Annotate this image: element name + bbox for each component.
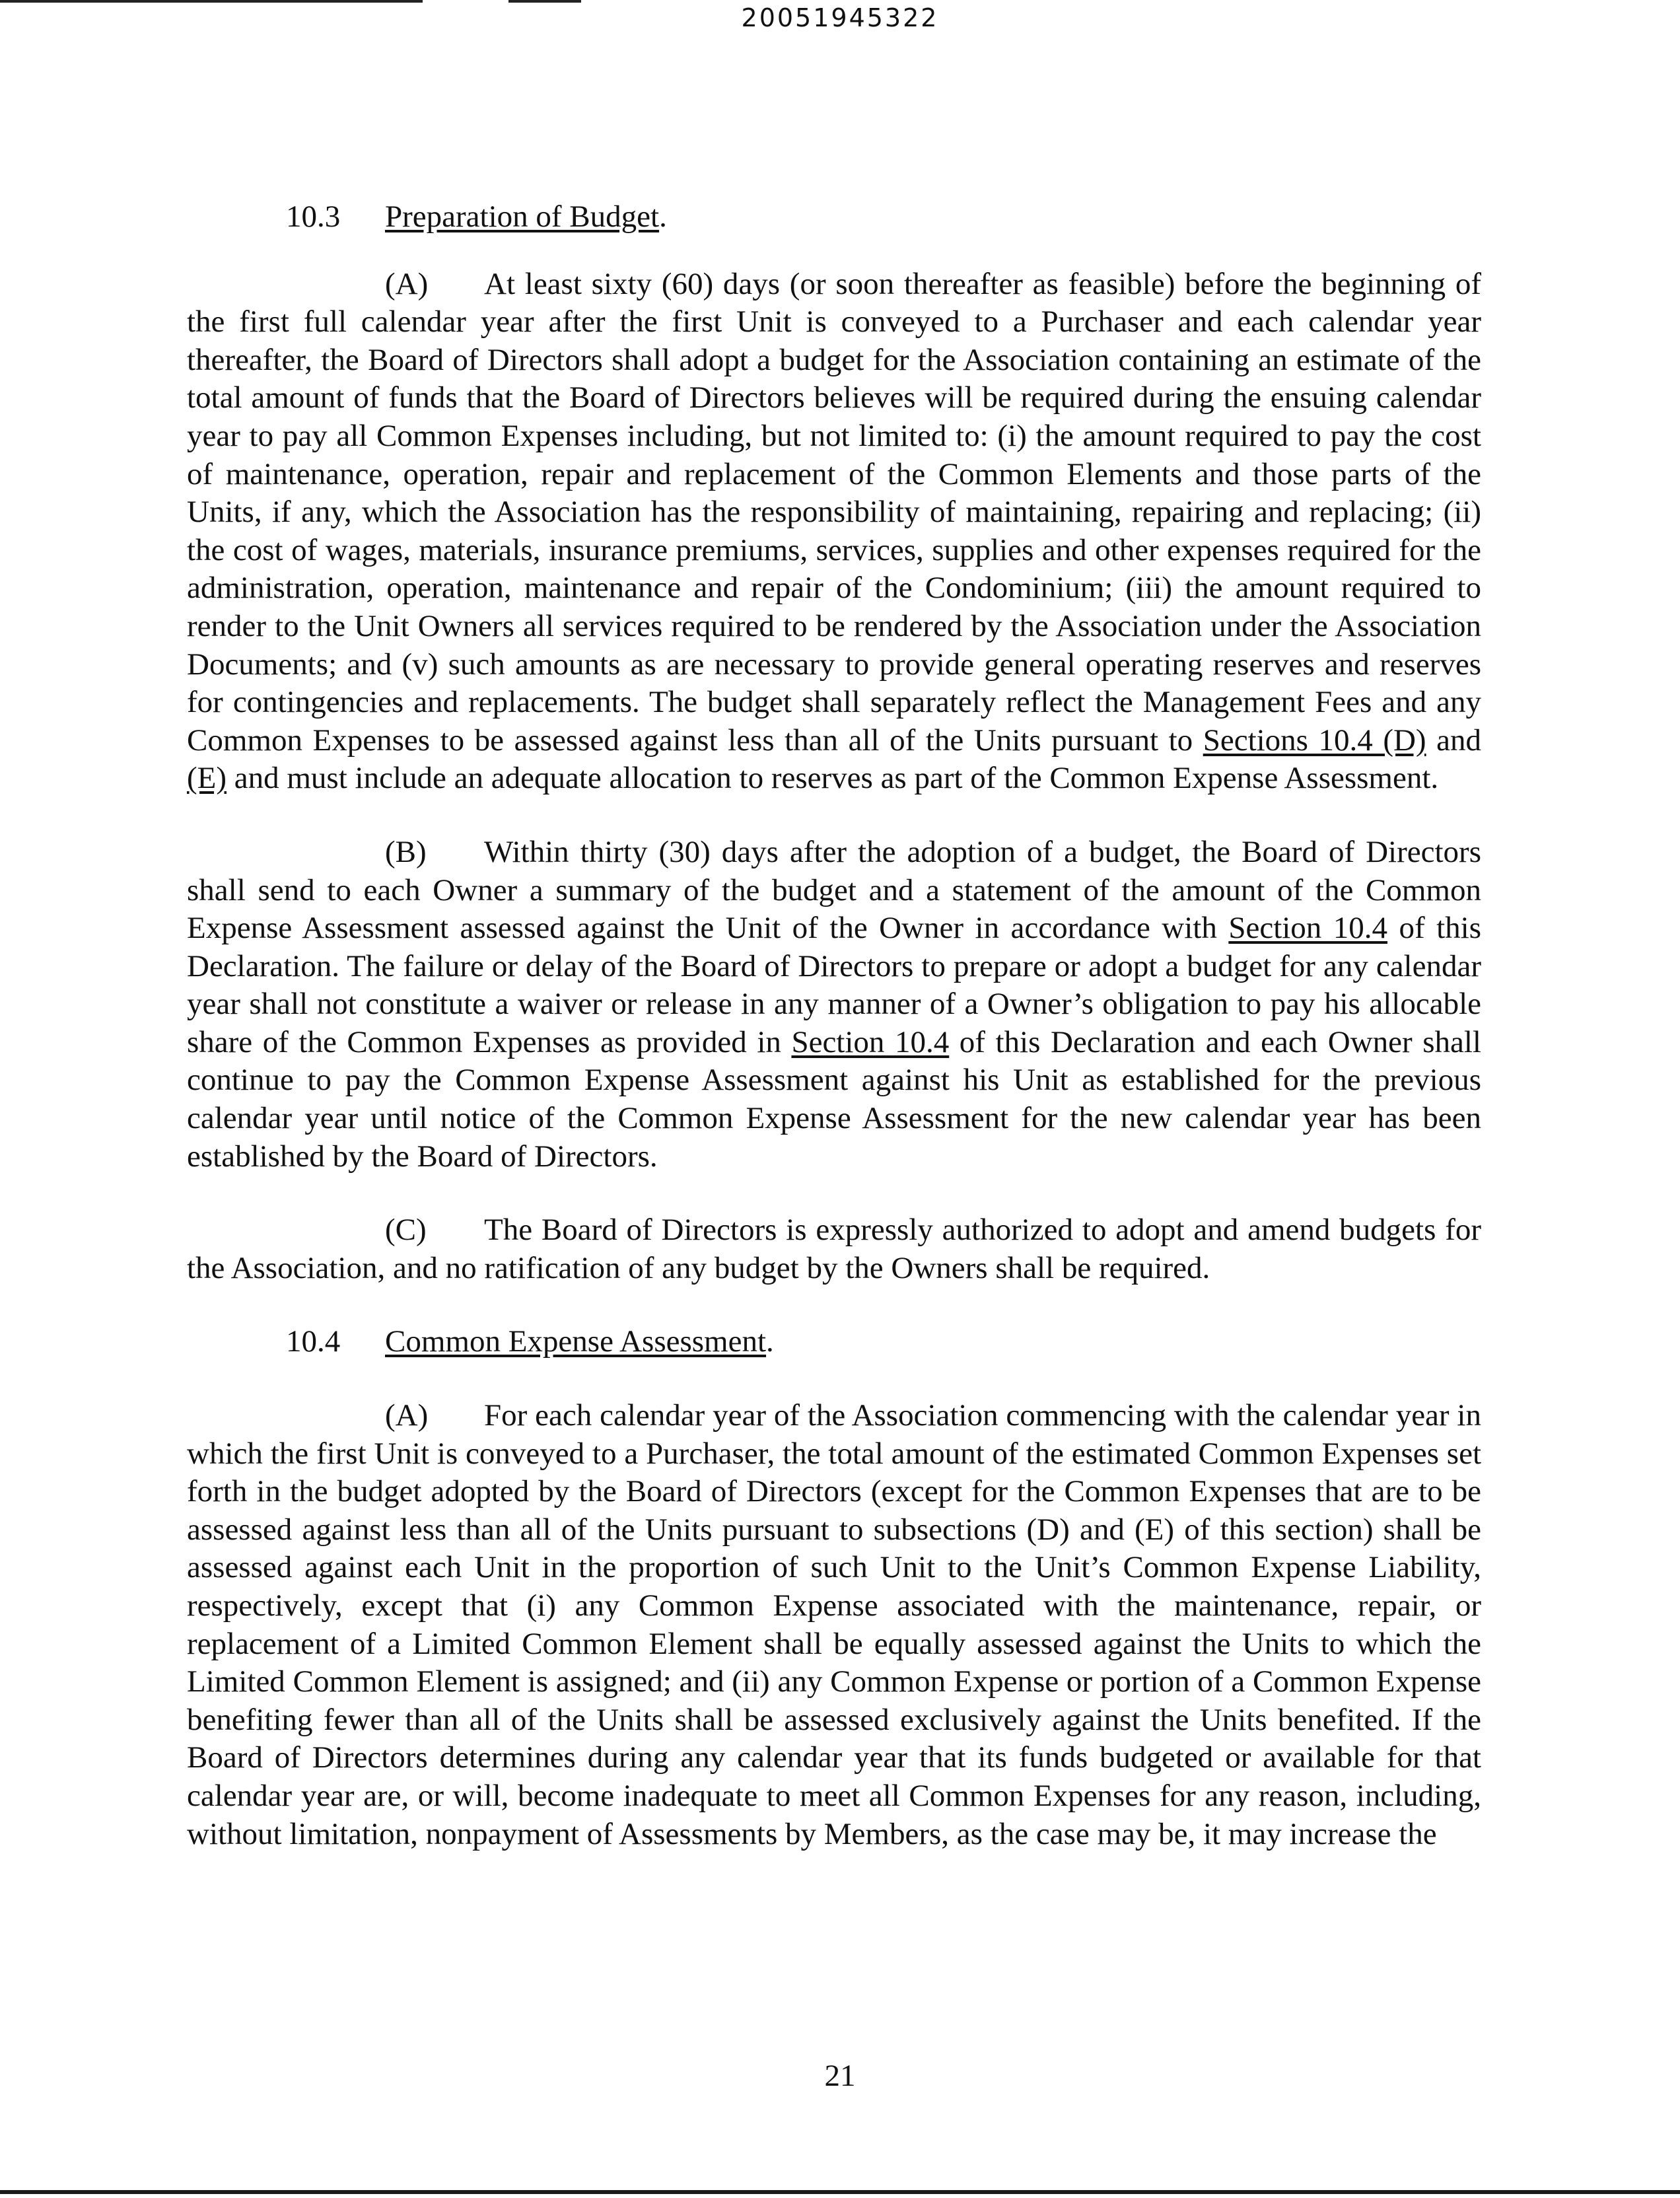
paragraph-text: and must include an adequate allocation to reserves as part of the Common Expense Assessment.: [227, 761, 1439, 796]
paragraph-text: The Board of Directors is expressly authorized to adopt and amend budgets for the Association, and no ratification of any budget by the Owners shall be required.: [187, 1213, 1481, 1285]
paragraph-text: of this Declaration. The failure or delay of the Board of Directors to prepare or adopt a budget for any calendar year shall not constitute a waiver or release in any manner of a Owner’s obligation to pay his allocable share of the Common Expenses as provided in: [187, 911, 1481, 1059]
paragraph-10-3-b: [187, 833, 1481, 1176]
paragraph-10-3-c: [187, 1211, 1481, 1287]
paragraph-10-4-a: [187, 1397, 1481, 1853]
section-title-period: .: [659, 199, 667, 234]
cross-reference: Section 10.4: [1228, 911, 1388, 946]
paragraph-10-3-a: [187, 266, 1481, 798]
cross-reference: (E): [187, 761, 227, 796]
cross-reference: Section 10.4: [791, 1024, 950, 1059]
paragraph-text: For each calendar year of the Association commencing with the calendar year in which the first Unit is conveyed to a Purchaser, the total amount of the estimated Common Expenses set forth in the budget adopted by the Board of Directors (except for the Common Expenses that are to be assessed against less than all of the Units pursuant to subsections (D) and (E) of this section) shall be assessed against each Unit in the proportion of such Unit to the Unit’s Common Expense Liability, respectively, except that (i) any Common Expense associated with the maintenance, repair, or replacement of a Limited Common Element shall be equally assessed against the Units to which the Limited Common Element is assigned; and (ii) any Common Expense or portion of a Common Expense benefiting fewer than all of the Units shall be assessed exclusively against the Units benefited. If the Board of Directors determines during any calendar year that its funds budgeted or available for that calendar year are, or will, become inadequate to meet all Common Expenses for any reason, including, without limitation, nonpayment of Assessments by Members, as the case may be, it may increase the: [187, 1398, 1481, 1851]
document-id: 20051945322: [741, 3, 939, 32]
paragraph-text: and: [1426, 723, 1481, 758]
paragraph-text: At least sixty (60) days (or soon thereafter as feasible) before the beginning of the first full calendar year after the first Unit is conveyed to a Purchaser and each calendar year thereafter, the Board of Directors shall adopt a budget for the Association containing an estimate of the total amount of funds that the Board of Directors believes will be required during the ensuing calendar year to pay all Common Expenses including, but not limited to: (i) the amount required to pay the cost of maintenance, operation, repair and replacement of the Common Elements and those parts of the Units, if any, which the Association has the responsibility of maintaining, repairing and replacing; (ii) the cost of wages, materials, insurance premiums, services, supplies and other expenses required for the administration, operation, maintenance and repair of the Condominium; (iii) the amount required to render to the Unit Owners all services required to be rendered by the Association under the Association Documents; and (v) such amounts as are necessary to provide general operating reserves and reserves for contingencies and replacements. The budget shall separately reflect the Management Fees and any Common Expenses to be assessed against less than all of the Units pursuant to: [187, 266, 1481, 758]
section-title: Common Expense Assessment: [385, 1324, 767, 1359]
paragraph-label: (B): [385, 834, 427, 869]
section-title-period: .: [766, 1324, 774, 1359]
paragraph-label: (C): [385, 1213, 427, 1248]
bottom-rule: [0, 2190, 1680, 2194]
section-number: 10.4: [286, 1324, 341, 1359]
page-body: [187, 198, 1481, 1853]
page-number: 21: [824, 2059, 856, 2093]
section-title: Preparation of Budget: [385, 199, 660, 234]
paragraph-text: Within thirty (30) days after the adoption of a budget, the Board of Directors shall send to each Owner a summary of the budget and a statement of the amount of the Common Expense Assessment assessed against the Unit of the Owner in accordance with: [187, 834, 1481, 946]
section-10-4-heading: [187, 1323, 1481, 1361]
paragraph-label: (A): [385, 266, 429, 301]
section-number: 10.3: [286, 199, 341, 234]
section-10-3-heading: [187, 198, 1481, 236]
cross-reference: Sections 10.4 (D): [1203, 723, 1426, 758]
paragraph-text: of this Declaration and each Owner shall continue to pay the Common Expense Assessment against his Unit as established for the previous calendar year until notice of the Common Expense Assessment for the new calendar year has been established by the Board of Directors.: [187, 1024, 1481, 1174]
paragraph-label: (A): [385, 1398, 429, 1433]
